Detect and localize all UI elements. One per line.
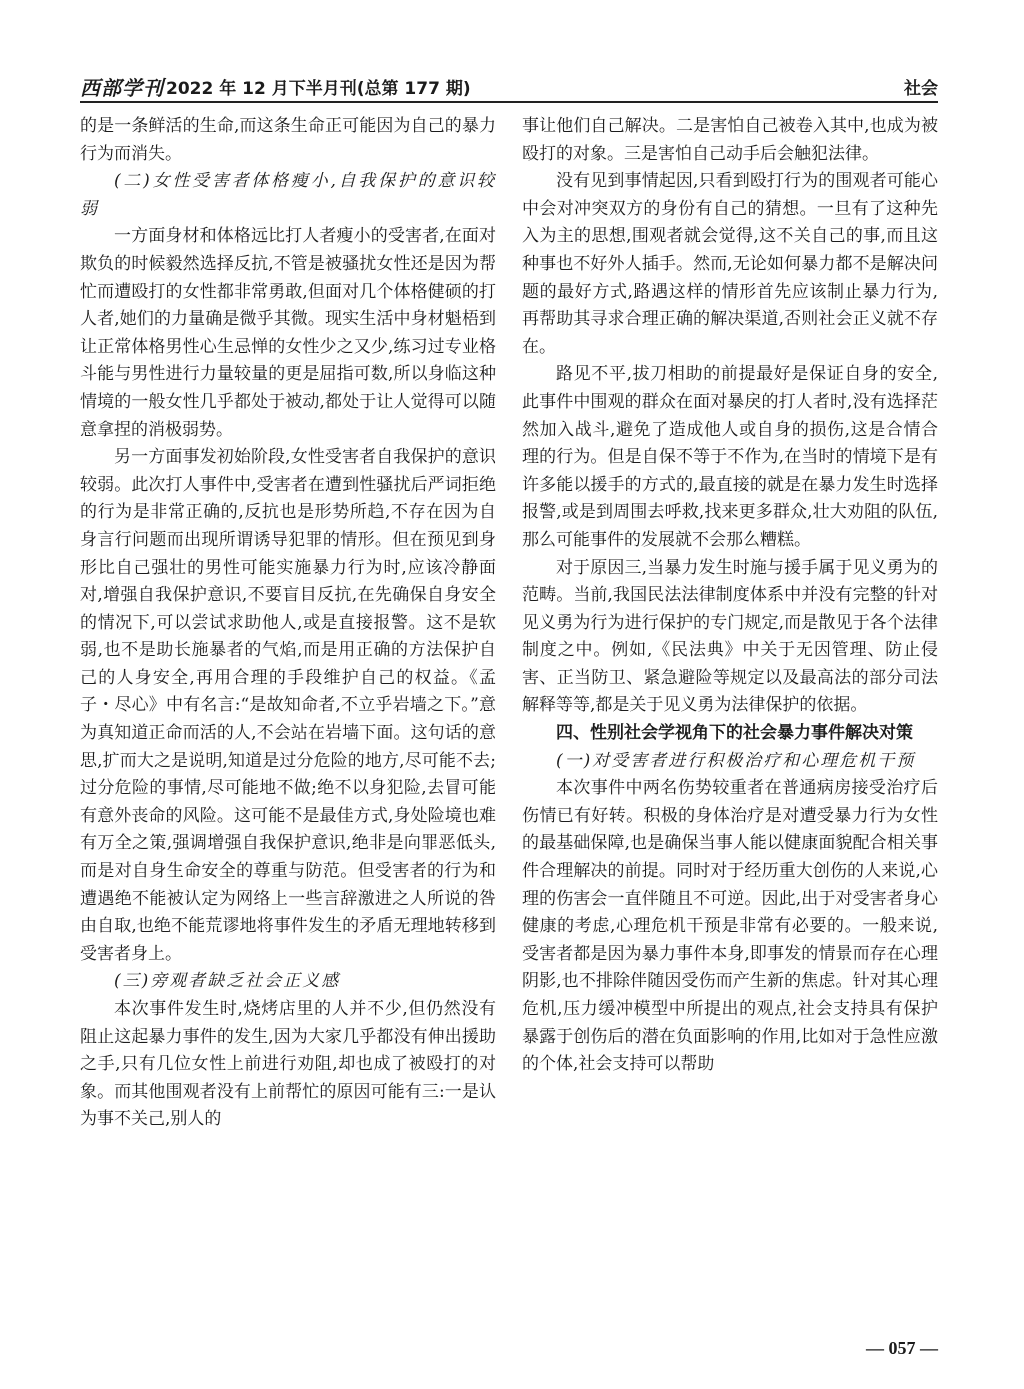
header-rule (80, 101, 938, 103)
paragraph: 对于原因三,当暴力发生时施与援手属于见义勇为的范畴。当前,我国民法法律制度体系中并没有完整的针对见义勇为行为进行保护的专门规定,而是散见于各个法律制度之中。例如,《民法典》中关于无因管理、防止侵害、正当防卫、紧急避险等规定以及最高法的部分司法解释等等,都是关于见义勇为法律保护的依据。 (522, 557, 938, 716)
paragraph: 另一方面事发初始阶段,女性受害者自我保护的意识较弱。此次打人事件中,受害者在遭到性骚扰后严词拒绝的行为是非常正确的,反抗也是形势所趋,不存在因为自身言行问题而出现所谓诱导犯罪的情形。但在预见到身形比自己强壮的男性可能实施暴力行为时,应该冷静面对,增强自我保护意识,不要盲目反抗,在先确保自身安全的情况下,可以尝试求助他人,或是直接报警。这不是软弱,也不是助长施暴者的气焰,而是用正确的方法保护自己的人身安全,再用合理的手段维护自己的权益。《孟子・尽心》中有名言:“是故知命者,不立乎岩墙之下。”意为真知道正命而活的人,不会站在岩墙下面。这句话的意思,扩而大之是说明,知道是过分危险的地方,尽可能不去;过分危险的事情,尽可能地不做;绝不以身犯险,去冒可能有意外丧命的风险。这可能不是最佳方式,身处险境也难有万全之策,强调增强自我保护意识,绝非是向罪恶低头,而是对自身生命安全的尊重与防范。但受害者的行为和遭遇绝不能被认定为网络上一些言辞激进之人所说的咎由自取,也绝不能荒谬地将事件发生的矛盾无理地转移到受害者身上。 (80, 447, 496, 964)
paragraph: 本次事件中两名伤势较重者在普通病房接受治疗后伤情已有好转。积极的身体治疗是对遭受暴力行为女性的最基础保障,也是确保当事人能以健康面貌配合相关事件合理解决的前提。同时对于经历重大创伤的人来说,心理的伤害会一直伴随且不可逆。因此,出于对受害者身心健康的考虑,心理危机干预是非常有必要的。一般来说,受害者都是因为暴力事件本身,即事发的情景而存在心理阴影,也不排除伴随因受伤而产生新的焦虑。针对其心理危机,压力缓冲模型中所提出的观点,社会支持具有保护暴露于创伤后的潜在负面影响的作用,比如对于急性应激的个体,社会支持可以帮助 (522, 778, 938, 1075)
right-column (522, 113, 938, 1079)
paragraph: 本次事件发生时,烧烤店里的人并不少,但仍然没有阻止这起暴力事件的发生,因为大家几乎都没有伸出援助之手,只有几位女性上前进行劝阻,却也成了被殴打的对象。而其他围观者没有上前帮忙的原因可能有三:一是认为事不关己,别人的 (80, 999, 496, 1130)
section-heading: 四、性别社会学视角下的社会暴力事件解决对策 (556, 723, 913, 744)
paragraph: 事让他们自己解决。二是害怕自己被卷入其中,也成为被殴打的对象。三是害怕自己动手后会触犯法律。 (522, 116, 938, 164)
paragraph: 一方面身材和体格远比打人者瘦小的受害者,在面对欺负的时候毅然选择反抗,不管是被骚扰女性还是因为帮忙而遭殴打的女性都非常勇敢,但面对几个体格健硕的打人者,她们的力量确是微乎其微。现实生活中身材魁梧到让正常体格男性心生忌惮的女性少之又少,练习过专业格斗能与男性进行力量较量的更是屈指可数,所以身临这种情境的一般女性几乎都处于被动,都处于让人觉得可以随意拿捏的消极弱势。 (80, 226, 496, 440)
paragraph: 路见不平,拔刀相助的前提最好是保证自身的安全,此事件中围观的群众在面对暴戾的打人者时,没有选择茫然加入战斗,避免了造成他人或自身的损伤,这是合情合理的行为。但是自保不等于不作为,在当时的情境下是有许多能以援手的方式的,最直接的就是在暴力发生时选择报警,或是到周围去呼救,找来更多群众,壮大劝阻的队伍,那么可能事件的发展就不会那么糟糕。 (522, 364, 938, 550)
issue-info: 2022 年 12 月下半月刊(总第 177 期) (166, 79, 471, 99)
left-column (80, 113, 496, 1134)
paragraph: 的是一条鲜活的生命,而这条生命正可能因为自己的暴力行为而消失。 (80, 116, 496, 164)
page-number: — 057 — (866, 1338, 938, 1358)
section-name: 社会 (904, 79, 938, 99)
subsection-heading: (二)女性受害者体格瘦小,自我保护的意识较弱 (80, 171, 496, 219)
running-header (80, 70, 938, 102)
subsection-heading: (一)对受害者进行积极治疗和心理危机干预 (556, 750, 916, 771)
subsection-heading: (三)旁观者缺乏社会正义感 (114, 971, 341, 992)
journal-logo: 西部学刊 (80, 76, 164, 100)
paragraph: 没有见到事情起因,只看到殴打行为的围观者可能心中会对冲突双方的身份有自己的猜想。一旦有了这种先入为主的思想,围观者就会觉得,这不关自己的事,而且这种事也不好外人插手。然而,无论如何暴力都不是解决问题的最好方式,路遇这样的情形首先应该制止暴力行为,再帮助其寻求合理正确的解决渠道,否则社会正义就不存在。 (522, 171, 938, 357)
